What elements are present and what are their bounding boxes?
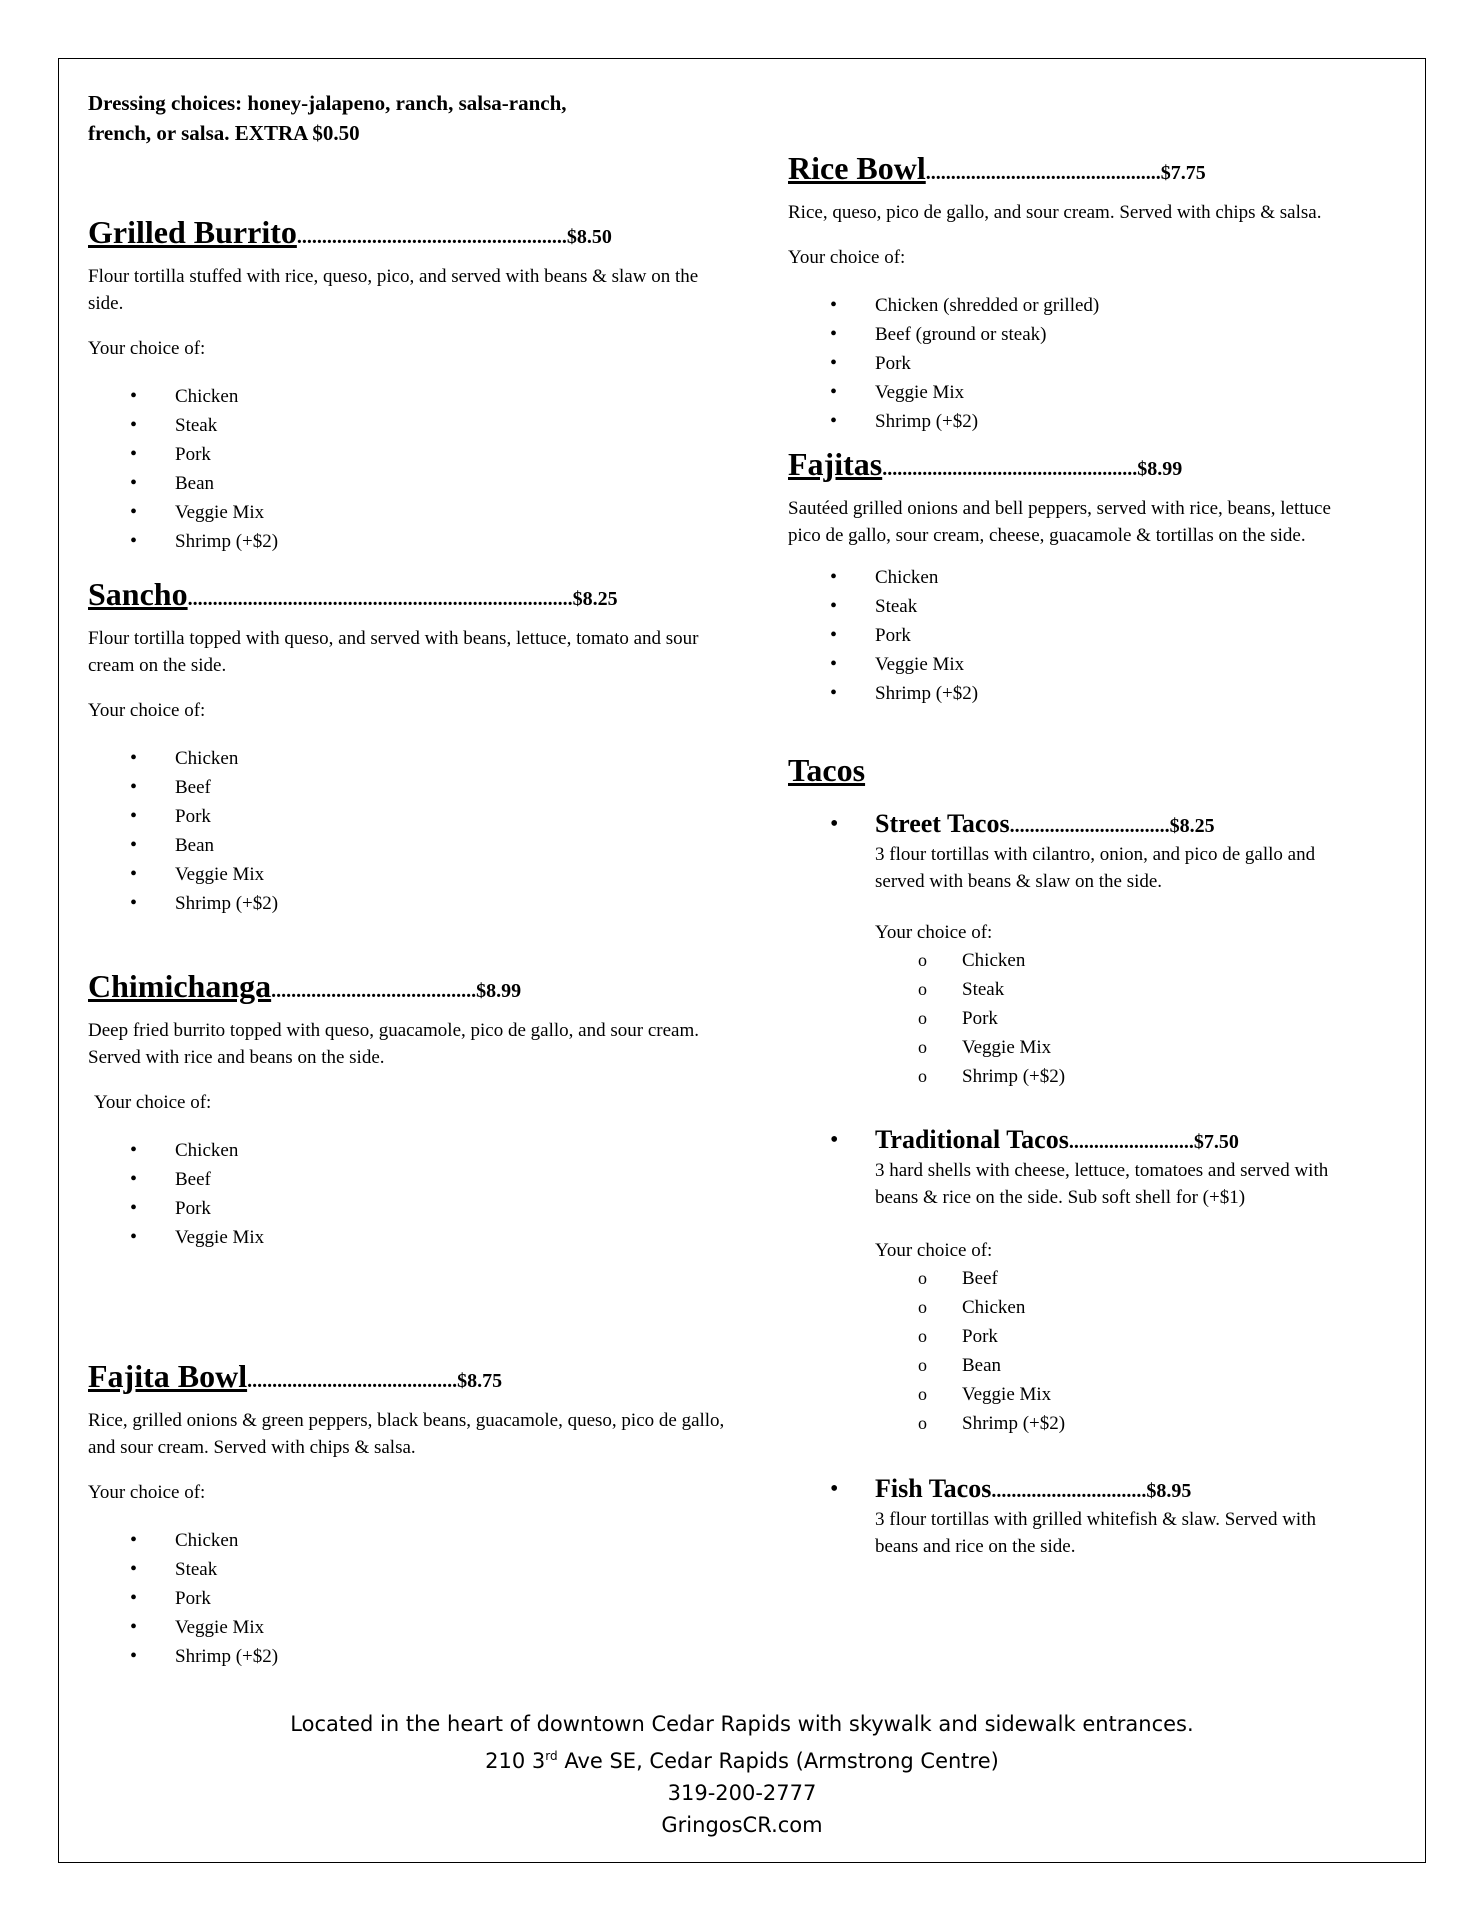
leader-dots: ......................... <box>1068 1131 1194 1153</box>
item-price: $8.50 <box>566 226 612 248</box>
list-item: • Veggie Mix <box>788 650 1348 679</box>
right-column <box>788 150 1348 1560</box>
list-item: • Steak <box>788 592 1348 621</box>
list-item: • Steak <box>88 411 728 440</box>
option-list <box>875 1264 1348 1438</box>
item-heading <box>88 576 728 613</box>
list-item: • Veggie Mix <box>788 378 1348 407</box>
leader-dots: ...................................................... <box>296 226 567 248</box>
item-heading <box>875 1474 1348 1504</box>
list-item: • Shrimp (+$2) <box>788 679 1348 708</box>
choice-label: Your choice of: <box>88 1482 206 1503</box>
list-item: o Pork <box>875 1322 1348 1351</box>
list-item: • Bean <box>88 469 728 498</box>
option-list <box>875 946 1348 1091</box>
left-column <box>88 88 728 1671</box>
list-item: o Steak <box>875 975 1348 1004</box>
item-description: 3 flour tortillas with cilantro, onion, and pico de gallo and served with beans & slaw on the side. <box>875 844 1316 892</box>
item-price: $8.99 <box>476 980 522 1002</box>
option-list <box>88 382 728 556</box>
list-item: • Pork <box>88 1584 728 1613</box>
item-heading <box>88 214 728 251</box>
option-list <box>788 563 1348 708</box>
leader-dots: ............................................... <box>925 162 1161 184</box>
list-item: • Shrimp (+$2) <box>88 889 728 918</box>
item-name: • Fish Tacos <box>875 1474 992 1503</box>
footer-tagline: Located in the heart of downtown Cedar Rapids with skywalk and sidewalk entrances. <box>290 1712 1194 1736</box>
item-price: $8.25 <box>572 588 618 610</box>
menu-item-grilled-burrito <box>88 214 728 556</box>
item-name: Chimichanga <box>88 968 272 1004</box>
item-description: Sautéed grilled onions and bell peppers, served with rice, beans, lettuce pico de gallo, sour cream, cheese, guacamole & tortillas on the side. <box>788 498 1331 546</box>
menu-section-tacos <box>788 752 1348 1560</box>
list-item: • Chicken <box>88 1526 728 1555</box>
item-name: Fajita Bowl <box>88 1358 248 1394</box>
item-price: $7.50 <box>1193 1131 1239 1153</box>
list-item: • Veggie Mix <box>88 860 728 889</box>
dressing-note <box>88 88 728 148</box>
section-title: Tacos <box>788 752 866 788</box>
item-description: 3 flour tortillas with grilled whitefish & slaw. Served with beans and rice on the side. <box>875 1509 1316 1557</box>
item-name: Grilled Burrito <box>88 214 297 250</box>
list-item: • Pork <box>788 621 1348 650</box>
dressing-note-line2: french, or salsa. EXTRA $0.50 <box>88 121 360 145</box>
item-description: Flour tortilla topped with queso, and served with beans, lettuce, tomato and sour cream on the side. <box>88 628 699 676</box>
list-item: • Beef (ground or steak) <box>788 320 1348 349</box>
choice-label: Your choice of: <box>875 1240 993 1261</box>
item-heading <box>788 446 1348 483</box>
footer-address <box>58 1740 1426 1777</box>
list-item: • Shrimp (+$2) <box>88 1642 728 1671</box>
list-item: o Shrimp (+$2) <box>875 1409 1348 1438</box>
footer-website: GringosCR.com <box>661 1813 823 1837</box>
item-name: • Traditional Tacos <box>875 1125 1069 1154</box>
item-price: $8.99 <box>1137 458 1183 480</box>
list-item: • Chicken <box>788 563 1348 592</box>
list-item: • Shrimp (+$2) <box>88 527 728 556</box>
item-description: Rice, queso, pico de gallo, and sour cream. Served with chips & salsa. <box>788 202 1322 223</box>
menu-item-traditional-tacos <box>788 1125 1348 1438</box>
menu-item-fish-tacos <box>788 1474 1348 1560</box>
list-item: • Beef <box>88 773 728 802</box>
list-item: o Pork <box>875 1004 1348 1033</box>
item-description: Flour tortilla stuffed with rice, queso, pico, and served with beans & slaw on the side. <box>88 266 699 314</box>
item-name: Fajitas <box>788 446 883 482</box>
option-list <box>88 744 728 918</box>
item-description: Deep fried burrito topped with queso, guacamole, pico de gallo, and sour cream. Served with rice and beans on the side. <box>88 1020 699 1068</box>
menu-item-chimichanga <box>88 968 728 1252</box>
option-list <box>88 1136 728 1252</box>
item-name: Rice Bowl <box>788 150 926 186</box>
leader-dots: ................................ <box>1009 815 1170 837</box>
list-item: o Chicken <box>875 1293 1348 1322</box>
list-item: • Chicken (shredded or grilled) <box>788 291 1348 320</box>
item-heading <box>88 968 728 1005</box>
list-item: • Pork <box>788 349 1348 378</box>
menu-item-sancho <box>88 576 728 918</box>
leader-dots: ......................................... <box>271 980 477 1002</box>
list-item: • Steak <box>88 1555 728 1584</box>
choice-label: Your choice of: <box>788 247 906 268</box>
leader-dots: ................................................... <box>882 458 1138 480</box>
list-item: • Veggie Mix <box>88 1223 728 1252</box>
list-item: • Pork <box>88 1194 728 1223</box>
choice-label: Your choice of: <box>88 338 206 359</box>
choice-label: Your choice of: <box>88 700 206 721</box>
item-price: $7.75 <box>1160 162 1206 184</box>
list-item: o Veggie Mix <box>875 1380 1348 1409</box>
item-name: Sancho <box>88 576 188 612</box>
list-item: • Pork <box>88 802 728 831</box>
address-number: 210 3 <box>485 1749 546 1773</box>
item-heading <box>875 1125 1348 1155</box>
menu-item-fajita-bowl <box>88 1358 728 1671</box>
item-name: • Street Tacos <box>875 809 1010 838</box>
item-price: $8.25 <box>1169 815 1215 837</box>
address-rest: Ave SE, Cedar Rapids (Armstrong Centre) <box>557 1749 999 1773</box>
choice-label: Your choice of: <box>875 922 993 943</box>
item-heading <box>88 1358 728 1395</box>
list-item: • Pork <box>88 440 728 469</box>
item-heading <box>875 809 1348 839</box>
list-item: • Shrimp (+$2) <box>788 407 1348 436</box>
choice-label: Your choice of: <box>94 1092 212 1113</box>
menu-item-street-tacos <box>788 809 1348 1091</box>
address-ordinal: rd <box>545 1749 558 1763</box>
list-item: • Chicken <box>88 382 728 411</box>
menu-item-rice-bowl <box>788 150 1348 436</box>
list-item: • Bean <box>88 831 728 860</box>
list-item: o Shrimp (+$2) <box>875 1062 1348 1091</box>
leader-dots: .......................................... <box>247 1370 458 1392</box>
list-item: • Chicken <box>88 1136 728 1165</box>
item-heading <box>788 150 1348 187</box>
list-item: o Chicken <box>875 946 1348 975</box>
option-list <box>788 291 1348 436</box>
item-price: $8.75 <box>457 1370 503 1392</box>
list-item: o Veggie Mix <box>875 1033 1348 1062</box>
list-item: o Beef <box>875 1264 1348 1293</box>
footer-phone: 319-200-2777 <box>667 1781 817 1805</box>
dressing-note-line1: Dressing choices: honey-jalapeno, ranch, salsa-ranch, <box>88 91 567 115</box>
list-item: • Beef <box>88 1165 728 1194</box>
leader-dots: ............................................................................. <box>187 588 573 610</box>
item-description: 3 hard shells with cheese, lettuce, tomatoes and served with beans & rice on the side. Sub soft shell for (+$1) <box>875 1160 1329 1208</box>
menu-item-fajitas <box>788 446 1348 708</box>
item-price: $8.95 <box>1146 1480 1192 1502</box>
item-description: Rice, grilled onions & green peppers, black beans, guacamole, queso, pico de gallo, and sour cream. Served with chips & salsa. <box>88 1410 725 1458</box>
list-item: • Chicken <box>88 744 728 773</box>
list-item: • Veggie Mix <box>88 1613 728 1642</box>
option-list <box>88 1526 728 1671</box>
leader-dots: ............................... <box>991 1480 1147 1502</box>
list-item: o Bean <box>875 1351 1348 1380</box>
footer <box>58 1708 1426 1841</box>
list-item: • Veggie Mix <box>88 498 728 527</box>
